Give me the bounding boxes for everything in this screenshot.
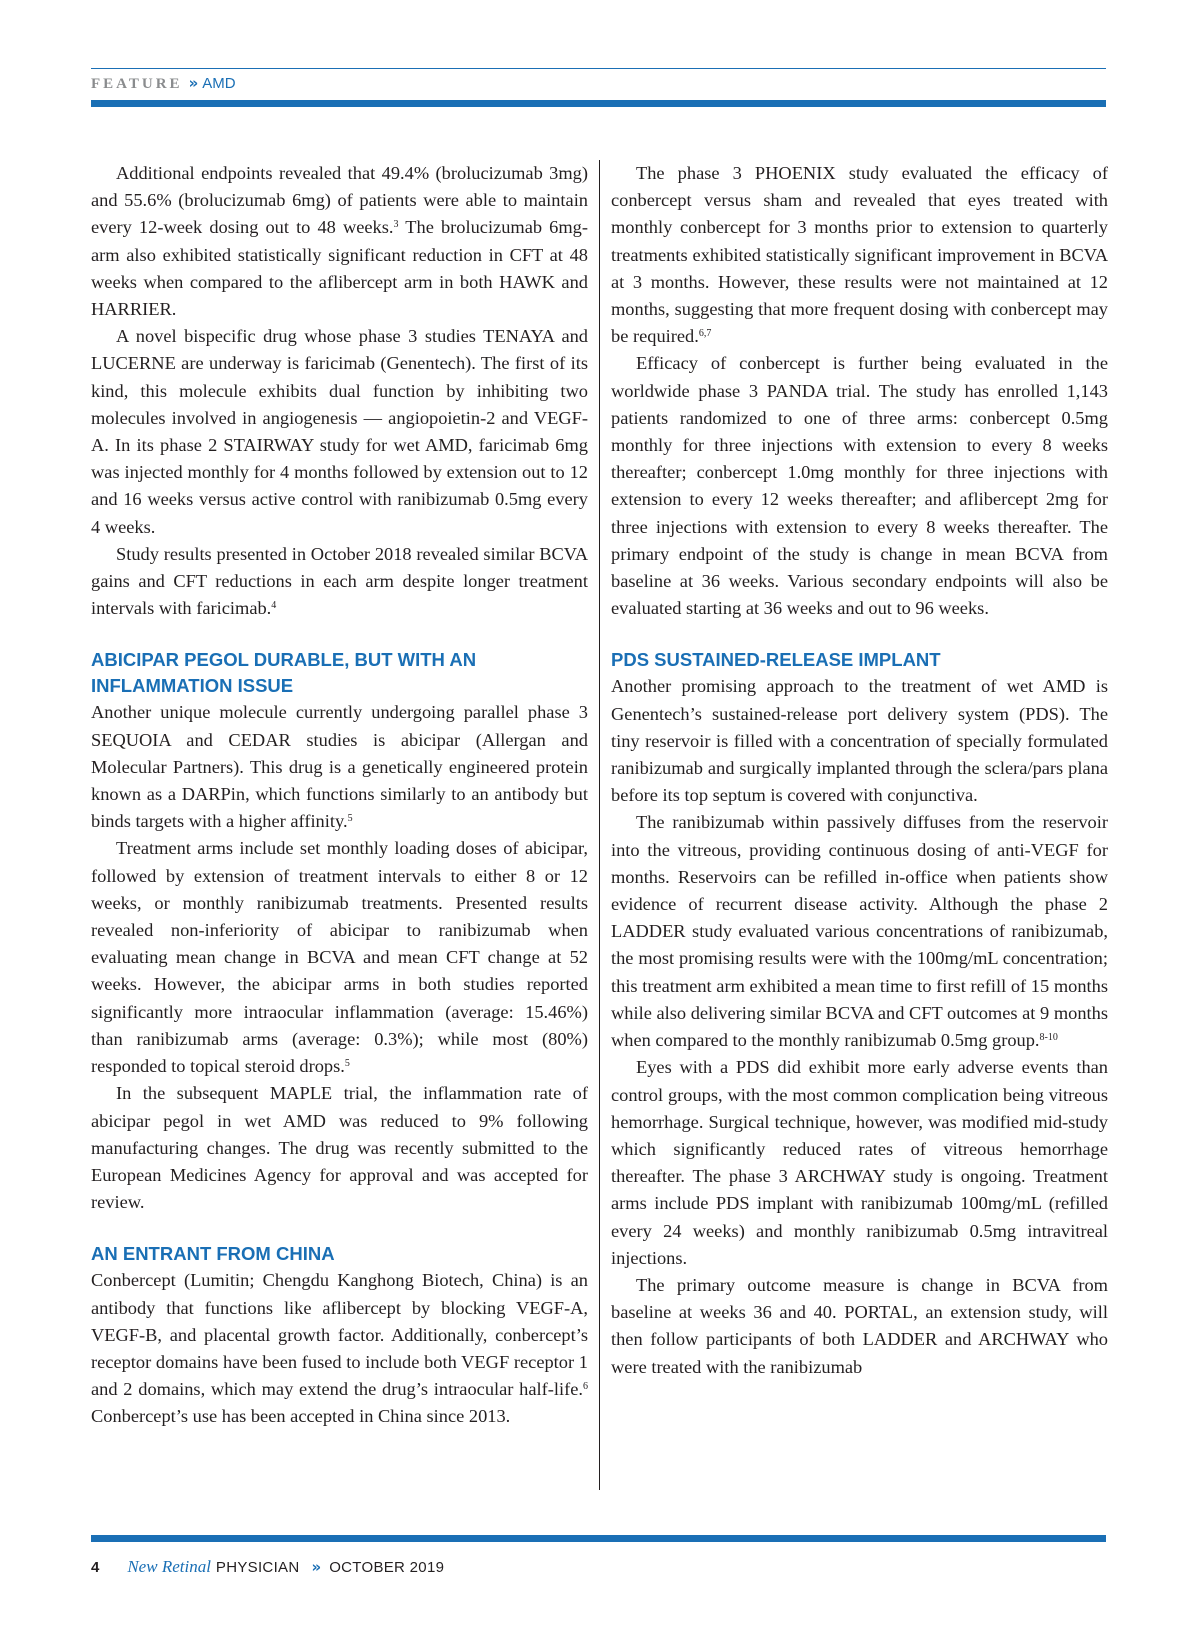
publication-name-caps: PHYSICIAN	[215, 1559, 300, 1576]
issue-date: OCTOBER 2019	[329, 1559, 445, 1576]
paragraph	[91, 835, 588, 1080]
reference-superscript: 5	[347, 813, 353, 825]
publication-name-italic: New Retinal	[127, 1557, 211, 1576]
paragraph: Efficacy of conbercept is further being evaluated in the worldwide phase 3 PANDA trial. The study has enrolled 1,143 patients randomized to one of three arms: conbercept 0.5mg monthly for three injections with extension to every 8 weeks thereafter; conbercept 1.0mg monthly for three injections with extension to every 12 weeks thereafter; and aflibercept 2mg for three injections with extension to every 8 weeks thereafter. The primary endpoint of the study is change in mean BCVA from baseline at 36 weeks. Various secondary endpoints will also be evaluated starting at 36 weeks and out to 96 weeks.	[611, 353, 1108, 619]
reference-superscript: 5	[344, 1058, 350, 1070]
paragraph	[91, 1267, 588, 1430]
page-number: 4	[91, 1559, 100, 1576]
reference-superscript: 6	[583, 1381, 588, 1393]
left-column	[91, 160, 588, 1431]
paragraph: A novel bispecific drug whose phase 3 studies TENAYA and LUCERNE are underway is faricimab (Genentech). The first of its kind, this molecule exhibits dual function by inhibiting two molecules involved in angiogenesis — angiopoietin-2 and VEGF-A. In its phase 2 STAIRWAY study for wet AMD, faricimab 6mg was injected monthly for 4 months followed by extension out to 12 and 16 weeks versus active control with ranibizumab 0.5mg every 4 weeks.	[91, 326, 588, 537]
reference-superscript: 6,7	[698, 328, 712, 340]
paragraph-text: The ranibizumab within passively diffuses from the reservoir into the vitreous, providing continuous dosing of anti-VEGF for months. Reservoirs can be refilled in-office when patients show evidence of recurrent disease activity. Although the phase 2 LADDER study evaluated various concentrations of ranibizumab, the most promising results were with the 100mg/mL concentration; this treatment arm exhibited a mean time to first refill of 15 months while also delivering similar BCVA and CFT outcomes at 9 months when compared to the monthly ranibizumab 0.5mg group.	[611, 812, 1108, 1051]
paragraph	[91, 160, 588, 323]
running-footer	[91, 1557, 444, 1577]
paragraph	[91, 541, 588, 623]
reference-superscript: 3	[393, 219, 399, 231]
paragraph-text: Another unique molecule currently undergoing parallel phase 3 SEQUOIA and CEDAR studies is abicipar (Allergan and Molecular Partners). This drug is a genetically engineered protein known as a DARPin, which functions similarly to an antibody but binds targets with a higher affinity.	[91, 702, 588, 832]
paragraph-text: Additional endpoints revealed that 49.4% (brolucizumab 3mg) and 55.6% (brolucizumab 6mg) of patients were able to maintain every 12-week dosing out to 48 weeks.	[91, 163, 588, 238]
section-heading-china: AN ENTRANT FROM CHINA	[91, 1243, 335, 1265]
footer-bar	[91, 1535, 1106, 1542]
paragraph: The primary outcome measure is change in BCVA from baseline at weeks 36 and 40. PORTAL, an extension study, will then follow participants of both LADDER and ARCHWAY who were treated with the ranibizumab	[611, 1274, 1108, 1377]
section-heading-pds: PDS SUSTAINED-RELEASE IMPLANT	[611, 649, 941, 671]
paragraph: Another promising approach to the treatment of wet AMD is Genentech’s sustained-release port delivery system (PDS). The tiny reservoir is filled with a concentration of specially formulated ranibizumab and surgically implanted through the sclera/pars plana before its top septum is covered with conjunctiva.	[611, 676, 1108, 806]
running-header	[91, 74, 236, 96]
paragraph-text: The phase 3 PHOENIX study evaluated the efficacy of conbercept versus sham and revealed that eyes treated with monthly conbercept for 3 months prior to extension to quarterly treatments exhibited statistically significant improvement in BCVA at 3 months. However, these results were not maintained at 12 months, suggesting that more frequent dosing with conbercept may be required.	[611, 163, 1108, 347]
paragraph	[611, 160, 1108, 350]
paragraph	[611, 809, 1108, 1054]
paragraph: Eyes with a PDS did exhibit more early adverse events than control groups, with the most common complication being vitreous hemorrhage. Surgical technique, however, was modified mid-study which significantly reduced rates of vitreous hemorrhage thereafter. The phase 3 ARCHWAY study is ongoing. Treatment arms include PDS implant with ranibizumab 100mg/mL (refilled every 24 weeks) and monthly ranibizumab 0.5mg intravitreal injections.	[611, 1057, 1108, 1268]
reference-superscript: 8-10	[1039, 1032, 1058, 1044]
header-section-label: AMD	[202, 75, 236, 92]
column-divider	[599, 160, 600, 1490]
paragraph	[91, 699, 588, 835]
footer-chevron-icon: »	[311, 1558, 320, 1576]
paragraph: In the subsequent MAPLE trial, the inflammation rate of abicipar pegol in wet AMD was reduced to 9% following manufacturing changes. The drug was recently submitted to the European Medicines Agency for approval and was accepted for review.	[91, 1083, 588, 1213]
header-chevron-icon: »	[188, 74, 197, 92]
right-column	[611, 160, 1108, 1381]
header-feature-label: FEATURE	[91, 76, 183, 92]
reference-superscript: 4	[271, 600, 277, 612]
paragraph-text: Treatment arms include set monthly loading doses of abicipar, followed by extension of treatment intervals to either 8 or 12 weeks, or monthly ranibizumab treatments. Presented results revealed non-inferiority of abicipar to ranibizumab when evaluating mean change in BCVA and mean CFT change at 52 weeks. However, the abicipar arms in both studies reported significantly more intraocular inflammation (average: 15.46%) than ranibizumab arms (average: 0.3%); while most (80%) responded to topical steroid drops.	[91, 838, 588, 1077]
section-heading-abicipar: ABICIPAR PEGOL DURABLE, BUT WITH AN INFLAMMATION ISSUE	[91, 649, 477, 697]
header-bar	[91, 100, 1106, 107]
header-rule	[91, 68, 1106, 69]
paragraph-text: Conbercept (Lumitin; Chengdu Kanghong Biotech, China) is an antibody that functions like aflibercept by blocking VEGF-A, VEGF-B, and placental growth factor. Additionally, conbercept’s receptor domains have been fused to include both VEGF receptor 1 and 2 domains, which may extend the drug’s intraocular half-life.	[91, 1270, 588, 1400]
paragraph-text: The brolucizumab 6mg-arm also exhibited statistically significant reduction in CFT at 48 weeks when compared to the aflibercept arm in both HAWK and HARRIER.	[91, 217, 588, 320]
paragraph-text: Conbercept’s use has been accepted in China since 2013.	[91, 1406, 511, 1427]
paragraph-text: Study results presented in October 2018 revealed similar BCVA gains and CFT reductions in each arm despite longer treatment intervals with faricimab.	[91, 543, 588, 619]
